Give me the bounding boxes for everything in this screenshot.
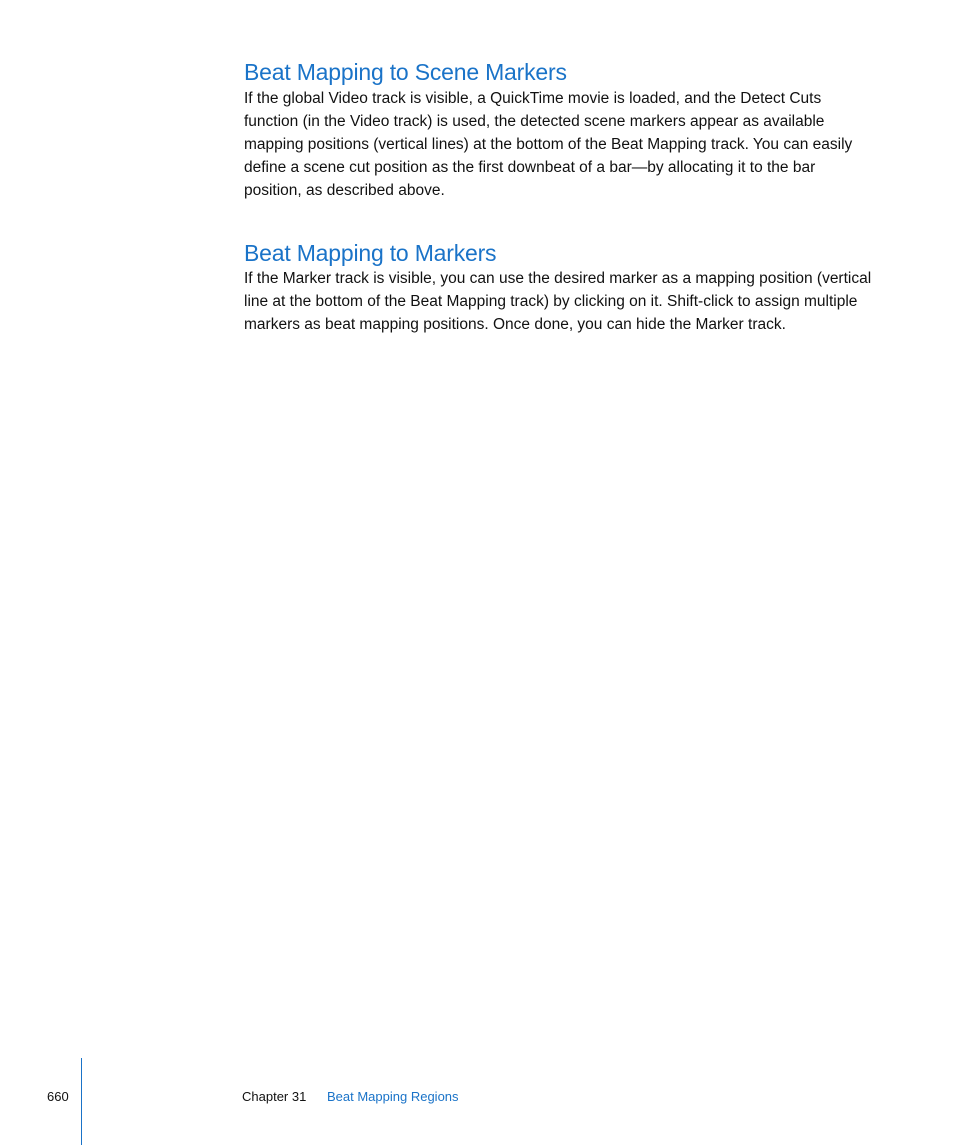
page-number: 660 [47,1089,69,1104]
footer-chapter-title: Beat Mapping Regions [327,1089,459,1104]
footer-divider [81,1058,82,1145]
footer-chapter-label: Chapter 31 [242,1089,307,1104]
section-body: If the Marker track is visible, you can use the desired marker as a mapping position (vertical line at the bottom of the Beat Mapping track) by clicking on it. Shift-click to assign multiple markers as beat mapping positions. Once done, you can hide the Marker track. [244,270,872,333]
section-body: If the global Video track is visible, a QuickTime movie is loaded, and the Detect Cuts function (in the Video track) is used, the detected scene markers appear as available mapping positions (vertical lines) at the bottom of the Beat Mapping track. You can easily define a scene cut position as the first downbeat of a bar—by allocating it to the bar position, as described above. [244,90,853,199]
section-scene-markers [244,58,874,202]
section-heading: Beat Mapping to Scene Markers [244,59,567,85]
page-content [244,58,874,336]
section-markers [244,239,874,336]
section-heading: Beat Mapping to Markers [244,240,497,266]
